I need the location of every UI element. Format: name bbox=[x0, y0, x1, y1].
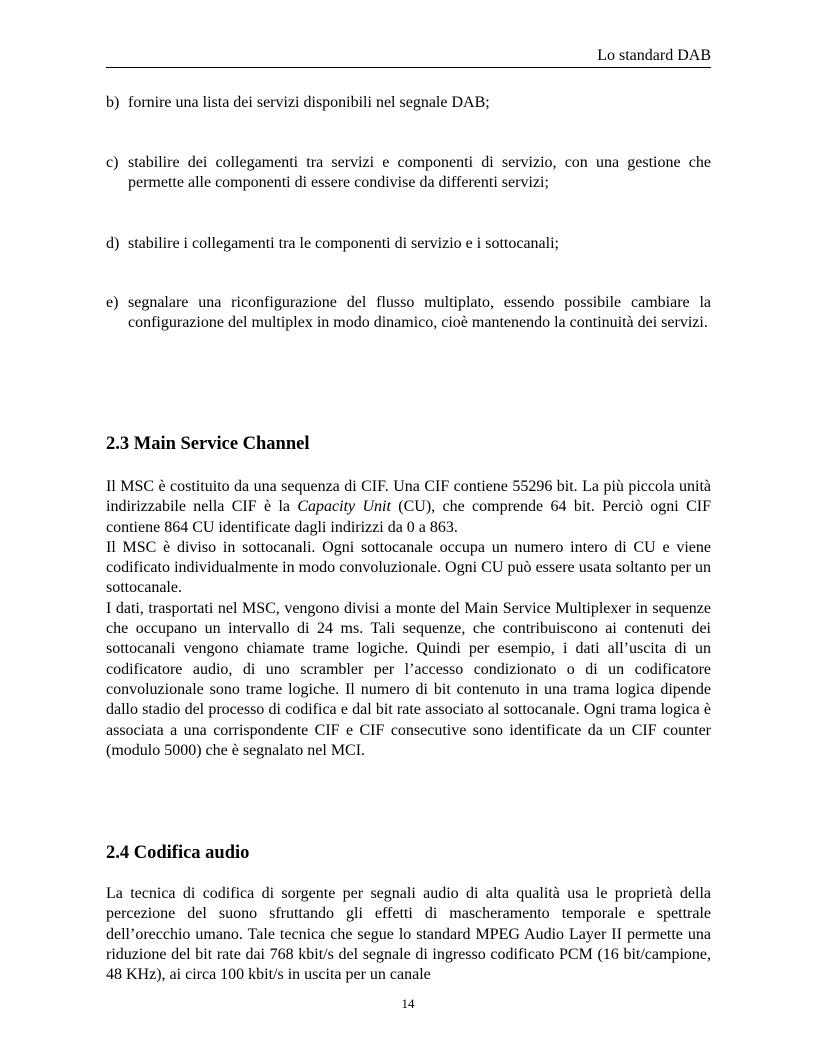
page-number: 14 bbox=[401, 996, 415, 1011]
paragraph: I dati, trasportati nel MSC, vengono divisi a monte del Main Service Multiplexer in sequenze che occupano un intervallo di 24 ms. Tali sequenze, che contribuiscono ai contenuti dei sottocanali vengono chiamate trame logiche. Quindi per esempio, i dati all’uscita di un codificatore audio, di uno scrambler per l’accesso condizionato o di un codificatore convoluzionale sono trame logiche. Il numero di bit contenuto in una trama logica dipende dallo stadio del processo di codifica e dal bit rate associato al sottocanale. Ogni trama logica è associata a una corrispondente CIF e CIF consecutive sono identificate da un CIF counter (modulo 5000) che è segnalato nel MCI. bbox=[106, 599, 711, 759]
paragraph-text: (CU), che comprende 64 bit. Perciò ogni CIF contiene 864 CU identificate dagli indirizzi da 0 a 863. bbox=[106, 498, 711, 536]
list-marker: c) bbox=[106, 154, 119, 171]
list-item-text: stabilire i collegamenti tra le componenti di servizio e i sottocanali; bbox=[128, 235, 559, 252]
list-item bbox=[106, 293, 711, 333]
list-item bbox=[106, 153, 711, 193]
emphasis-capacity-unit: Capacity Unit bbox=[297, 498, 391, 516]
section-heading-codifica-audio: 2.4 Codifica audio bbox=[106, 843, 250, 863]
list-item bbox=[106, 93, 711, 113]
running-header: Lo standard DAB bbox=[597, 47, 711, 64]
paragraph: Il MSC è diviso in sottocanali. Ogni sottocanale occupa un numero intero di CU e viene codificato individualmente in modo convoluzionale. Ogni CU può essere usata soltanto per un sottocanale. bbox=[106, 538, 711, 597]
paragraph: La tecnica di codifica di sorgente per segnali audio di alta qualità usa le proprietà della percezione del suono sfruttando gli effetti di mascheramento temporale e spettrale dell’orecchio umano. Tale tecnica che segue lo standard MPEG Audio Layer II permette una riduzione del bit rate dai 768 kbit/s del segnale di ingresso codificato PCM (16 bit/campione, 48 KHz), ai circa 100 kbit/s in uscita per un canale bbox=[106, 885, 711, 984]
header-rule bbox=[106, 67, 711, 68]
section-body-audio bbox=[106, 884, 711, 985]
list-marker: e) bbox=[106, 294, 119, 311]
list-marker: b) bbox=[106, 94, 120, 111]
section-heading-main-service-channel: 2.3 Main Service Channel bbox=[106, 434, 310, 454]
list-marker: d) bbox=[106, 235, 120, 252]
list-item-text: fornire una lista dei servizi disponibili nel segnale DAB; bbox=[128, 94, 490, 111]
paragraph bbox=[106, 477, 711, 538]
list-item-text: stabilire dei collegamenti tra servizi e componenti di servizio, con una gestione che permette alle componenti di essere condivise da differenti servizi; bbox=[128, 154, 711, 191]
paragraph-text: Il MSC è costituito da una sequenza di CIF. Una CIF contiene 55296 bit. La più piccola unità indirizzabile nella CIF è la bbox=[106, 478, 711, 516]
section-body-msc bbox=[106, 477, 711, 761]
list-item bbox=[106, 234, 711, 254]
list-item-text: segnalare una riconfigurazione del flusso multiplato, essendo possibile cambiare la configurazione del multiplex in modo dinamico, cioè mantenendo la continuità dei servizi. bbox=[128, 294, 711, 331]
